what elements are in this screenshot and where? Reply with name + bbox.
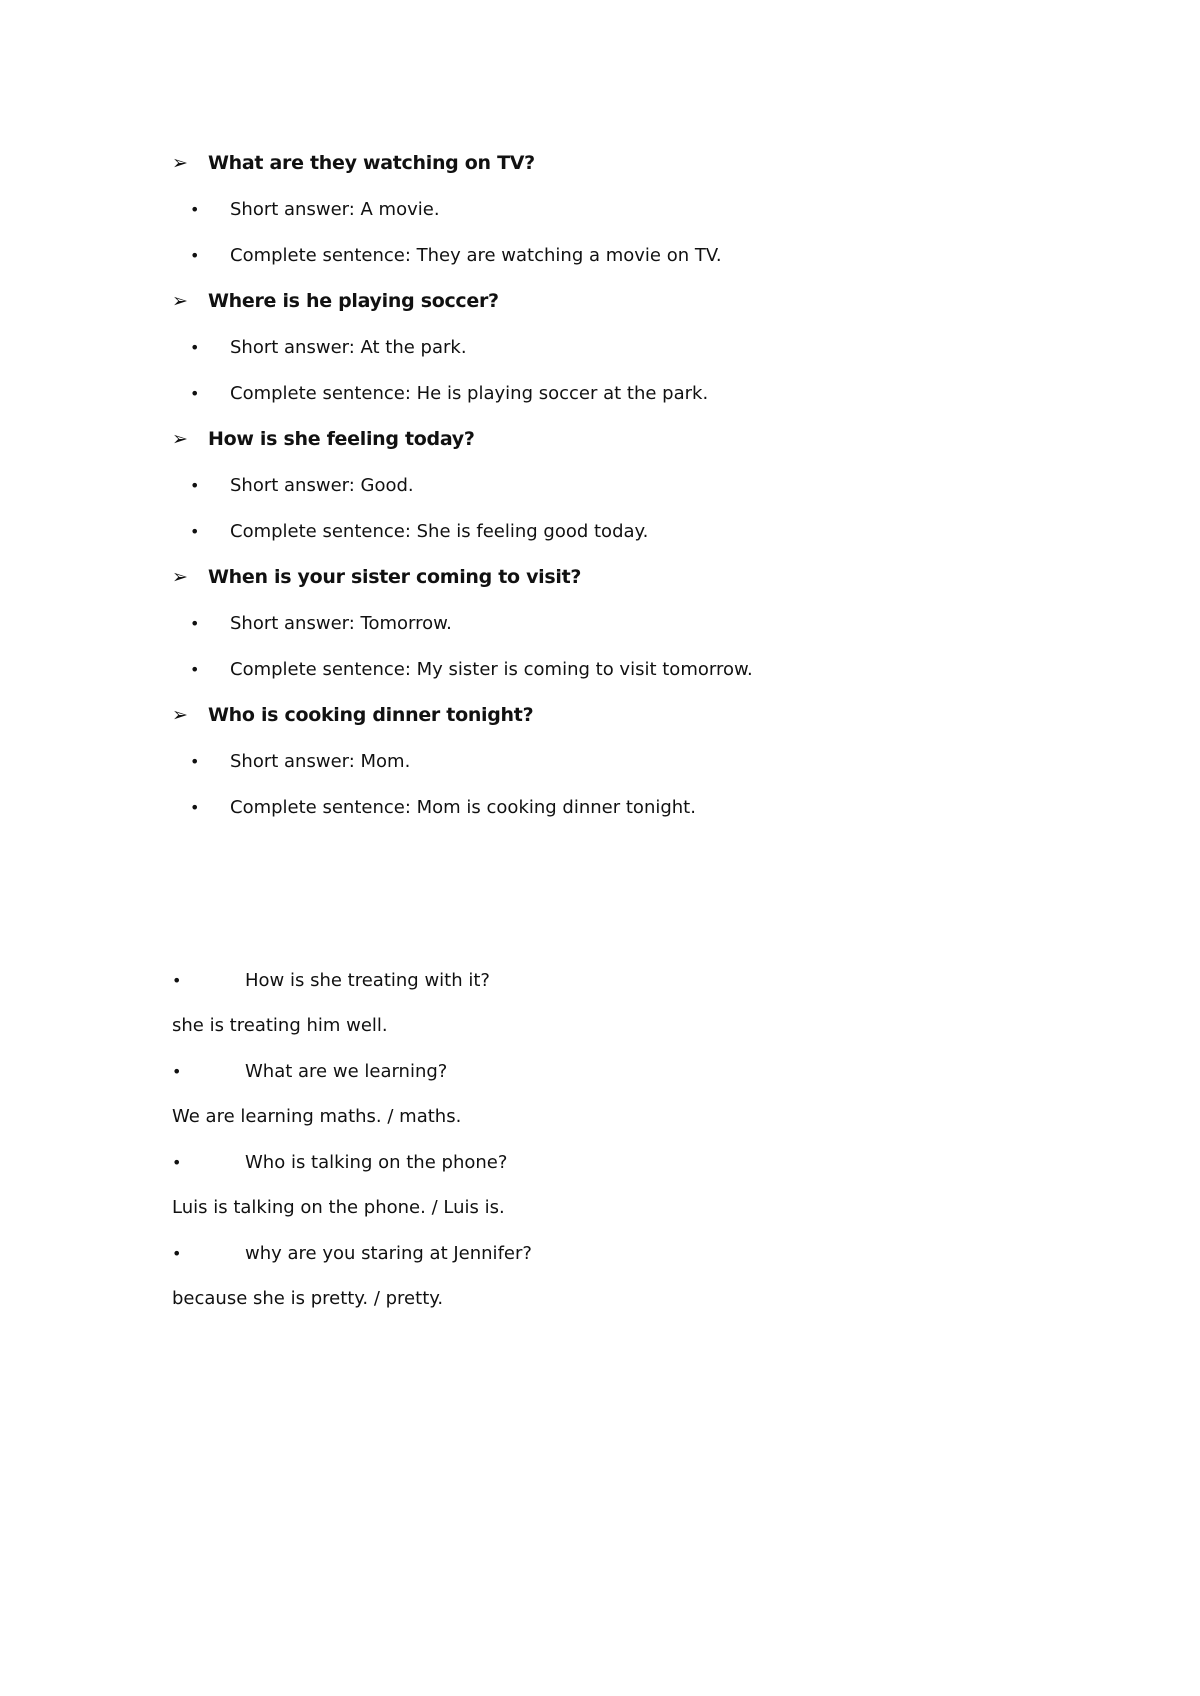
question-heading	[172, 416, 1072, 462]
extra-question	[172, 1139, 1072, 1185]
complete-sentence-text: Complete sentence: He is playing soccer at the park.	[230, 382, 709, 404]
dot-bullet-icon: •	[190, 337, 200, 357]
question-heading	[172, 692, 1072, 738]
short-answer	[172, 324, 1072, 370]
extra-qa-list	[172, 957, 1072, 1321]
question-block	[172, 278, 1072, 416]
dot-bullet-icon: •	[190, 475, 200, 495]
complete-sentence	[172, 370, 1072, 416]
short-answer-text: Short answer: Mom.	[230, 750, 411, 772]
complete-sentence-text: Complete sentence: They are watching a movie on TV.	[230, 244, 722, 266]
short-answer	[172, 462, 1072, 508]
question-block	[172, 416, 1072, 554]
extra-question-text: Who is talking on the phone?	[245, 1151, 508, 1173]
complete-sentence	[172, 784, 1072, 830]
dot-bullet-icon: •	[190, 199, 200, 219]
extra-question-text: What are we learning?	[245, 1060, 448, 1082]
dot-bullet-icon: •	[190, 751, 200, 771]
question-text: What are they watching on TV?	[208, 152, 535, 174]
dot-bullet-icon: •	[190, 521, 200, 541]
extra-question	[172, 957, 1072, 1003]
dot-bullet-icon: •	[190, 383, 200, 403]
extra-answer: We are learning maths. / maths.	[172, 1106, 462, 1127]
question-block	[172, 554, 1072, 692]
short-answer-text: Short answer: Tomorrow.	[230, 612, 452, 634]
dot-bullet-icon: •	[172, 1152, 182, 1172]
arrow-bullet-icon: ➢	[172, 152, 188, 174]
extra-question-text: How is she treating with it?	[245, 969, 490, 991]
arrow-bullet-icon: ➢	[172, 428, 188, 450]
dot-bullet-icon: •	[172, 1243, 182, 1263]
short-answer	[172, 186, 1072, 232]
question-text: Where is he playing soccer?	[208, 290, 499, 312]
question-text: How is she feeling today?	[208, 428, 475, 450]
complete-sentence	[172, 232, 1072, 278]
question-heading	[172, 140, 1072, 186]
dot-bullet-icon: •	[172, 970, 182, 990]
extra-answer: she is treating him well.	[172, 1015, 388, 1036]
dot-bullet-icon: •	[190, 245, 200, 265]
complete-sentence	[172, 646, 1072, 692]
dot-bullet-icon: •	[190, 797, 200, 817]
question-heading	[172, 278, 1072, 324]
short-answer-text: Short answer: At the park.	[230, 336, 467, 358]
extra-answer: Luis is talking on the phone. / Luis is.	[172, 1197, 505, 1218]
complete-sentence	[172, 508, 1072, 554]
extra-question	[172, 1230, 1072, 1276]
arrow-bullet-icon: ➢	[172, 290, 188, 312]
question-heading	[172, 554, 1072, 600]
arrow-bullet-icon: ➢	[172, 566, 188, 588]
dot-bullet-icon: •	[172, 1061, 182, 1081]
arrow-bullet-icon: ➢	[172, 704, 188, 726]
complete-sentence-text: Complete sentence: Mom is cooking dinner tonight.	[230, 796, 696, 818]
qa-list	[172, 140, 1072, 830]
dot-bullet-icon: •	[190, 613, 200, 633]
question-text: Who is cooking dinner tonight?	[208, 704, 534, 726]
extra-question-text: why are you staring at Jennifer?	[245, 1242, 532, 1264]
complete-sentence-text: Complete sentence: My sister is coming to visit tomorrow.	[230, 658, 753, 680]
short-answer	[172, 600, 1072, 646]
short-answer-text: Short answer: Good.	[230, 474, 414, 496]
question-block	[172, 140, 1072, 278]
extra-answer: because she is pretty. / pretty.	[172, 1288, 444, 1309]
short-answer	[172, 738, 1072, 784]
complete-sentence-text: Complete sentence: She is feeling good today.	[230, 520, 649, 542]
extra-question	[172, 1048, 1072, 1094]
question-block	[172, 692, 1072, 830]
short-answer-text: Short answer: A movie.	[230, 198, 440, 220]
question-text: When is your sister coming to visit?	[208, 566, 582, 588]
dot-bullet-icon: •	[190, 659, 200, 679]
